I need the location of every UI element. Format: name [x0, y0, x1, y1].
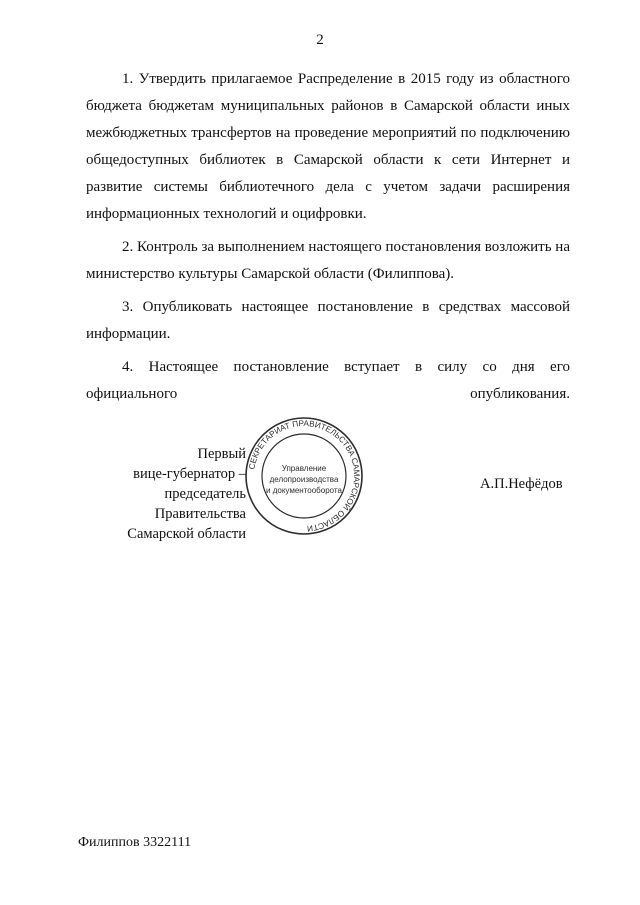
stamp-center-line-1: Управление	[281, 464, 327, 473]
stamp-center-line-3: и документооборота	[266, 486, 342, 495]
stamp-ring-text: СЕКРЕТАРИАТ ПРАВИТЕЛЬСТВА САМАРСКОЙ ОБЛАСТИ	[247, 418, 362, 533]
signatory-line-3: председатель Правительства	[154, 486, 246, 522]
signatory-line-4: Самарской области	[127, 526, 246, 542]
document-body	[86, 66, 570, 414]
official-stamp	[243, 415, 365, 537]
stamp-center-line-2: делопроизводства	[269, 475, 339, 484]
signatory-line-1: Первый	[197, 446, 246, 462]
paragraph-3: 3. Опубликовать настоящее постановление в средствах массовой информации.	[86, 299, 570, 342]
signatory-name: А.П.Нефёдов	[480, 476, 563, 492]
paragraph-4: 4. Настоящее постановление вступает в силу со дня его официального опубликования.	[86, 359, 570, 402]
page-number: 2	[316, 32, 324, 48]
paragraph-1: 1. Утвердить прилагаемое Распределение в 2015 году из областного бюджета бюджетам муниципальных районов в Самарской области иных межбюджетных трансфертов на проведение мероприятий по подключению общедоступных библиотек в Самарской области к сети Интернет и развитие системы библиотечного дела с учетом задачи расширения информационных технологий и оцифровки.	[86, 71, 570, 222]
signatory-line-2: вице-губернатор –	[133, 466, 246, 482]
signatory-title	[92, 444, 246, 544]
paragraph-2: 2. Контроль за выполнением настоящего постановления возложить на министерство культуры Самарской области (Филиппова).	[86, 239, 570, 282]
executor-footer: Филиппов 3322111	[78, 835, 192, 850]
